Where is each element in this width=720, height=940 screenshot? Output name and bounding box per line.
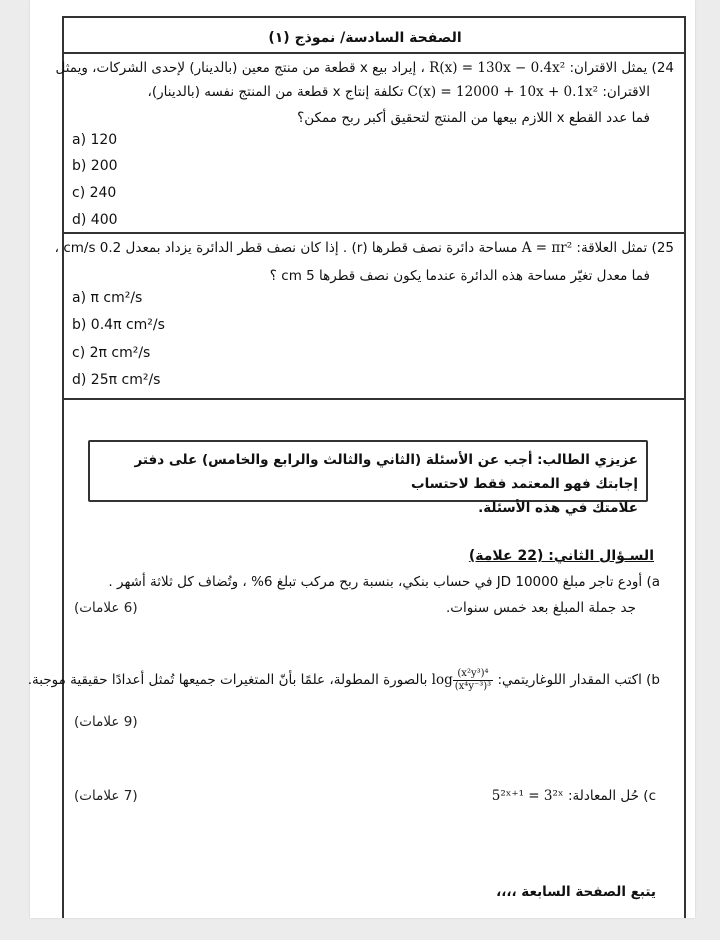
notice-line1: عزيزي الطالب: أجب عن الأسئلة (الثاني والثالث والرابع والخامس) على دفتر إجابتك فهو المعتمد فقط لاحتساب	[134, 452, 638, 492]
q2a-line1: a) أودع تاجر مبلغ JD 10000 في حساب بنكي، بنسبة ربح مركب تبلغ 6% ، وتُضاف كل ثلاثة أشهر .	[108, 574, 660, 590]
notice-line2: علامتك في هذه الأسئلة.	[478, 500, 638, 516]
q25-option-b[interactable]: b) 0.4π cm²/s	[72, 317, 165, 333]
q24-option-d[interactable]: d) 400	[72, 212, 118, 228]
divider	[62, 398, 684, 400]
q2c-equation: 5²ˣ⁺¹ = 3²ˣ	[491, 788, 564, 804]
q25-question: فما معدل تغيّر مساحة هذه الدائرة عندما يكون نصف قطرها 5 cm ؟	[269, 268, 650, 284]
q24-option-c[interactable]: c) 240	[72, 185, 117, 201]
page-title: الصفحة السادسة/ نموذج (١)	[268, 30, 462, 46]
divider	[62, 232, 684, 234]
q25-area-formula: A = πr²	[521, 240, 573, 256]
q24-line1: 24) يمثل الاقتران: R(x) = 130x − 0.4x² ، إيراد بيع x قطعة من منتج معين (بالدينار) لإحدى الشركات، ويمثل	[55, 60, 674, 76]
q25-number: 25)	[651, 240, 674, 256]
student-notice-box	[88, 440, 648, 516]
q2a-marks: (6 علامات)	[74, 600, 138, 616]
q24-option-a[interactable]: a) 120	[72, 132, 118, 148]
q2b-line: b) اكتب المقدار اللوغاريتمي: log $\frac{\text{(x²y³)⁴}}{\text{(x⁴y⁻³)³}}$ بالصورة المطولة، علمًا بأنّ المتغيرات جميعها تُمثل أعدادًا حقيقية موجبة.	[27, 668, 660, 692]
continue-note: يتبع الصفحة السابعة ،،،،	[496, 884, 656, 900]
divider	[62, 52, 684, 54]
q24-number: 24)	[651, 60, 674, 76]
q25-line1: 25) تمثل العلاقة: A = πr² مساحة دائرة نصف قطرها (r) . إذا كان نصف قطر الدائرة يزداد بمعدل 0.2 cm/s ،	[54, 240, 674, 256]
question2-heading: السـؤال الثاني: (22 علامة)	[468, 548, 654, 564]
q24-option-b[interactable]: b) 200	[72, 158, 118, 174]
q2c-line: c) حُل المعادلة: 5²ˣ⁺¹ = 3²ˣ	[491, 788, 656, 804]
q2b-log-expression: log $\frac{\text{(x²y³)⁴}}{\text{(x⁴y⁻³)³}}$	[431, 668, 492, 692]
q2c-marks: (7 علامات)	[74, 788, 138, 804]
q2b-marks: (9 علامات)	[74, 714, 138, 730]
q24-revenue-function: R(x) = 130x − 0.4x²	[429, 60, 566, 76]
q25-option-d[interactable]: d) 25π cm²/s	[72, 372, 161, 388]
q2a-line2: جد جملة المبلغ بعد خمس سنوات.	[446, 600, 636, 616]
q24-line2: الاقتران: C(x) = 12000 + 10x + 0.1x² تكلفة إنتاج x قطعة من المنتج نفسه (بالدينار)،	[147, 84, 650, 100]
q25-option-c[interactable]: c) 2π cm²/s	[72, 345, 151, 361]
q24-cost-function: C(x) = 12000 + 10x + 0.1x²	[407, 84, 599, 100]
q24-question: فما عدد القطع x اللازم بيعها من المنتج لتحقيق أكبر ربح ممكن؟	[297, 110, 650, 126]
q25-option-a[interactable]: a) π cm²/s	[72, 290, 143, 306]
